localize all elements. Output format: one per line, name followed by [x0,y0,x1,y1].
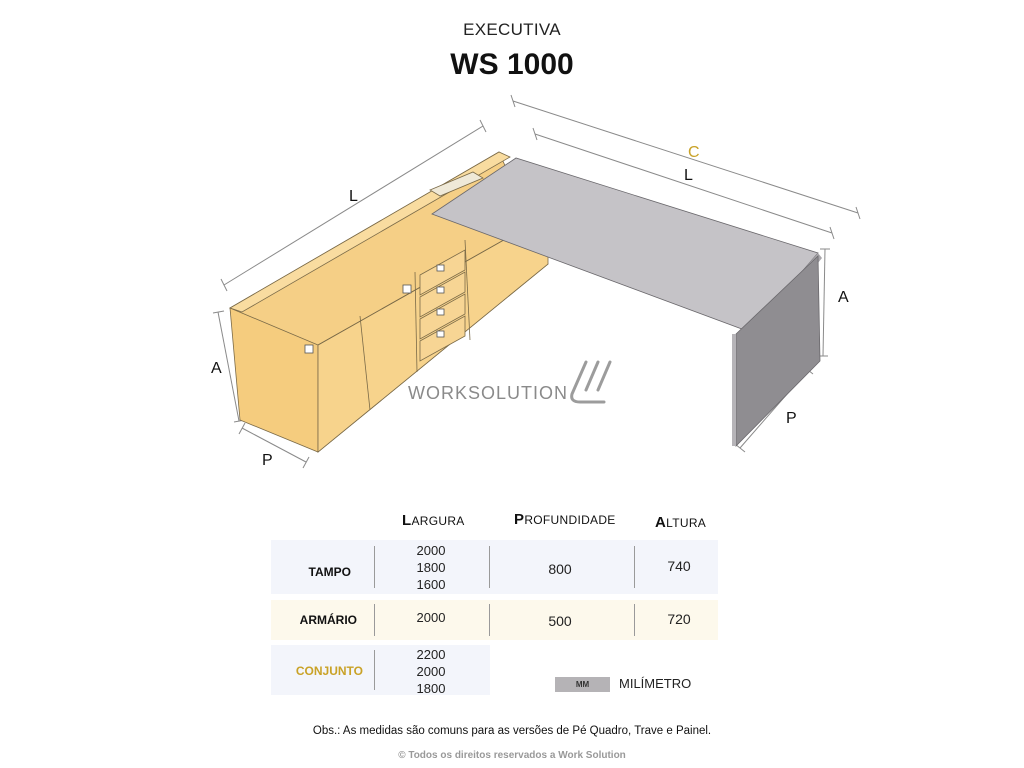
dim-left-length: L [349,188,358,205]
divider [634,604,635,636]
worksolution-logo-icon [572,362,610,402]
dim-right-length: L [684,167,693,184]
armario-largura: 2000 [416,610,446,625]
divider [489,604,490,636]
dim-right-total: C [688,144,700,161]
divider [489,546,490,588]
divider [374,604,375,636]
divider [374,546,375,588]
header-profundidade: PROFUNDIDADE [514,511,616,528]
header-altura: ALTURA [655,514,707,531]
unit-swatch: MM [555,677,610,692]
armario-profundidade: 500 [548,613,572,629]
row-label-armario: ARMÁRIO [299,613,357,627]
conjunto-largura: 2200 2000 1800 [416,647,446,696]
divider [374,650,375,690]
copyright: © Todos os direitos reservados a Work Solution [398,750,626,761]
divider [634,546,635,588]
dim-left-height: A [211,360,222,377]
tampo-largura: 2000 1800 1600 [416,543,446,592]
row-label-tampo: TAMPO [308,565,351,579]
tampo-profundidade: 800 [548,561,572,577]
brand-wordmark: WORKSOLUTION [408,383,569,403]
dim-left-depth: P [262,452,273,469]
header-largura: LARGURA [402,512,465,529]
unit-label: MILÍMETRO [619,676,692,691]
dim-right-depth: P [786,410,797,427]
row-label-conjunto: CONJUNTO [295,664,363,678]
armario-altura: 720 [667,611,691,627]
product-title: WS 1000 [450,48,574,81]
dim-right-height: A [838,289,849,306]
observation-note: Obs.: As medidas são comuns para as versões de Pé Quadro, Trave e Painel. [312,725,712,737]
product-category: EXECUTIVA [463,20,561,39]
tampo-altura: 740 [667,558,691,574]
